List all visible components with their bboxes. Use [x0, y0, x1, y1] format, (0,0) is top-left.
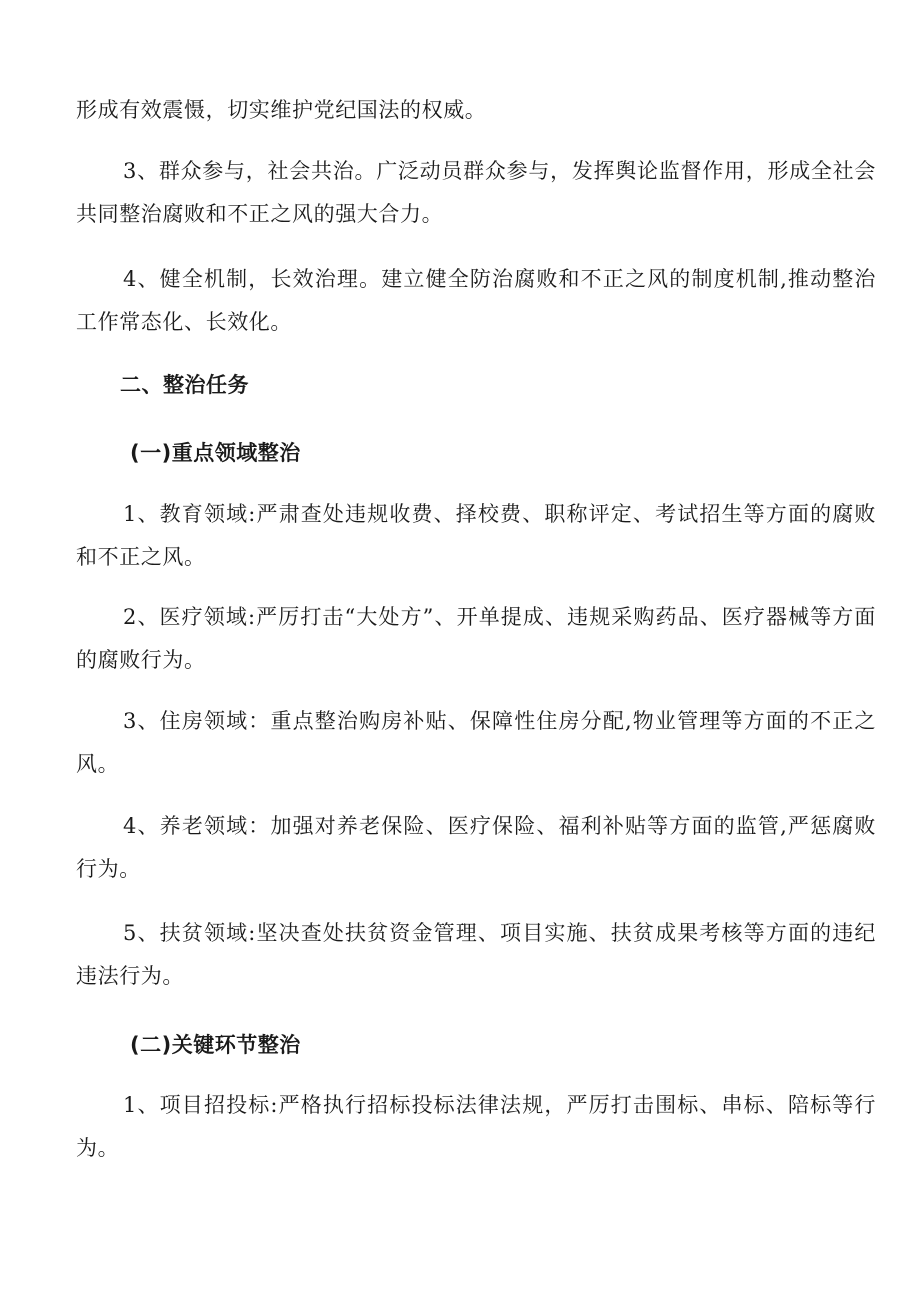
- paragraph-medical: 2、医疗领域:严厉打击“大处方”、开单提成、违规采购药品、医疗器械等方面的腐败行为。: [76, 605, 876, 672]
- subsection-heading-key-areas: (一)重点领域整治: [130, 441, 301, 465]
- paragraph-principle-4: 4、健全机制，长效治理。建立健全防治腐败和不正之风的制度机制,推动整治工作常态化、长效化。: [76, 267, 876, 334]
- paragraph-intro-continuation: 形成有效震慑，切实维护党纪国法的权威。: [76, 98, 487, 122]
- paragraph-elderly-care: 4、养老领域：加强对养老保险、医疗保险、福利补贴等方面的监管,严惩腐败行为。: [76, 814, 876, 881]
- paragraph-education: 1、教育领域:严肃查处违规收费、择校费、职称评定、考试招生等方面的腐败和不正之风。: [76, 502, 876, 569]
- paragraph-bidding: 1、项目招投标:严格执行招标投标法律法规，严厉打击围标、串标、陪标等行为。: [76, 1093, 876, 1160]
- paragraph-poverty-alleviation: 5、扶贫领域:坚决查处扶贫资金管理、项目实施、扶贫成果考核等方面的违纪违法行为。: [76, 921, 876, 988]
- paragraph-principle-3: 3、群众参与，社会共治。广泛动员群众参与，发挥舆论监督作用，形成全社会共同整治腐败和不正之风的强大合力。: [76, 159, 876, 226]
- subsection-heading-key-links: (二)关键环节整治: [130, 1033, 301, 1057]
- section-heading-tasks: 二、整治任务: [120, 373, 249, 397]
- paragraph-housing: 3、住房领域：重点整治购房补贴、保障性住房分配,物业管理等方面的不正之风。: [76, 709, 876, 776]
